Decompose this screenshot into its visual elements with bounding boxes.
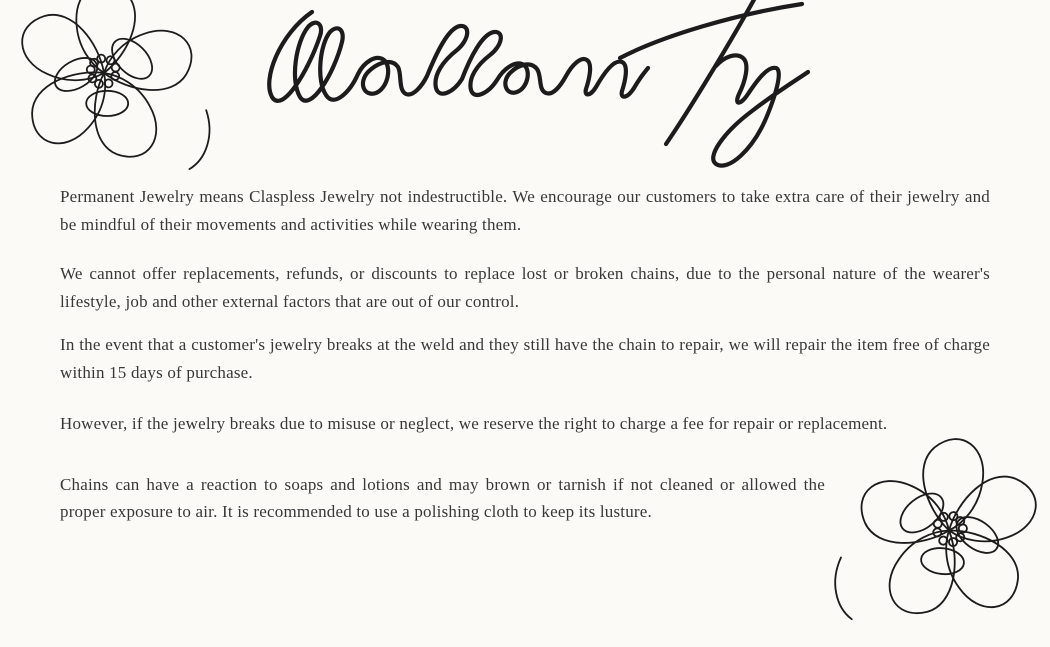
script-stroke-warran <box>269 12 648 101</box>
page-title <box>0 21 1 22</box>
flower-illustration-top-left-icon <box>0 0 246 198</box>
paragraph-claspless-definition: Permanent Jewelry means Claspless Jewelry not indestructible. We encourage our customers to take extra care of their jewelry and be mindful of their movements and activities while wearing them. <box>60 187 990 234</box>
script-stroke-t-crossbar <box>620 4 802 58</box>
script-stroke-y <box>713 55 808 165</box>
paragraph-chain-care: Chains can have a reaction to soaps and lotions and may brown or tarnish if not cleaned or allowed the proper exposure to air. It is recommended to use a polishing cloth to keep its lusture. <box>60 474 825 521</box>
paragraph-no-replacements: We cannot offer replacements, refunds, or discounts to replace lost or broken chains, due to the personal nature of the wearer's lifestyle, job and other external factors that are out of our control. <box>60 264 990 311</box>
paragraph-weld-repair: In the event that a customer's jewelry breaks at the weld and they still have the chain to repair, we will repair the item free of charge within 15 days of purchase. <box>60 335 990 382</box>
warranty-text-block <box>60 183 990 526</box>
script-stroke-t-stem <box>666 0 756 144</box>
warranty-script-title <box>250 0 820 178</box>
paragraph-misuse-fee: However, if the jewelry breaks due to misuse or neglect, we reserve the right to charge a fee for repair or replacement. <box>60 414 888 433</box>
